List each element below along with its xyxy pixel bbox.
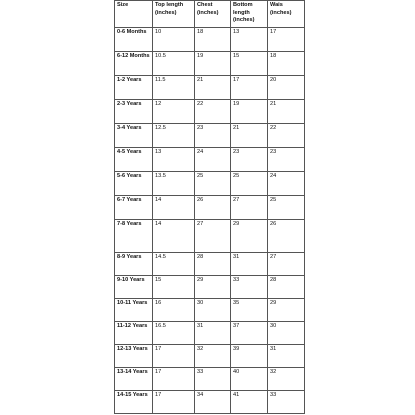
cell-size: 6-12 Months	[115, 52, 153, 76]
cell-chest: 28	[195, 253, 231, 276]
cell-chest: 24	[195, 148, 231, 172]
cell-size: 11-12 Years	[115, 322, 153, 345]
table-row	[115, 124, 305, 148]
cell-waist: 20	[268, 76, 305, 100]
cell-chest: 27	[195, 220, 231, 253]
table-row	[115, 28, 305, 52]
header-waist: Wais (inches)	[268, 1, 305, 28]
cell-size: 2-3 Years	[115, 100, 153, 124]
cell-waist: 30	[268, 322, 305, 345]
cell-size: 4-5 Years	[115, 148, 153, 172]
cell-top-length: 14	[153, 220, 195, 253]
header-size: Size	[115, 1, 153, 28]
size-chart-table	[114, 0, 305, 414]
cell-bottom-length: 25	[231, 172, 268, 196]
cell-top-length: 14.5	[153, 253, 195, 276]
cell-chest: 19	[195, 52, 231, 76]
cell-bottom-length: 41	[231, 391, 268, 414]
cell-top-length: 12.5	[153, 124, 195, 148]
table-row	[115, 391, 305, 414]
cell-waist: 27	[268, 253, 305, 276]
cell-bottom-length: 31	[231, 253, 268, 276]
table-row	[115, 100, 305, 124]
cell-chest: 33	[195, 368, 231, 391]
table-row	[115, 299, 305, 322]
table-row	[115, 52, 305, 76]
cell-chest: 26	[195, 196, 231, 220]
cell-bottom-length: 39	[231, 345, 268, 368]
cell-waist: 29	[268, 299, 305, 322]
cell-top-length: 16.5	[153, 322, 195, 345]
cell-top-length: 17	[153, 368, 195, 391]
cell-bottom-length: 15	[231, 52, 268, 76]
cell-size: 5-6 Years	[115, 172, 153, 196]
cell-chest: 30	[195, 299, 231, 322]
cell-size: 12-13 Years	[115, 345, 153, 368]
cell-waist: 25	[268, 196, 305, 220]
cell-chest: 23	[195, 124, 231, 148]
cell-size: 10-11 Years	[115, 299, 153, 322]
cell-waist: 21	[268, 100, 305, 124]
cell-top-length: 12	[153, 100, 195, 124]
table-row	[115, 276, 305, 299]
cell-size: 7-8 Years	[115, 220, 153, 253]
cell-top-length: 17	[153, 391, 195, 414]
cell-waist: 17	[268, 28, 305, 52]
cell-bottom-length: 40	[231, 368, 268, 391]
header-bottom-length: Bottom length (inches)	[231, 1, 268, 28]
cell-top-length: 13	[153, 148, 195, 172]
cell-waist: 24	[268, 172, 305, 196]
cell-chest: 29	[195, 276, 231, 299]
table-row	[115, 220, 305, 253]
cell-size: 0-6 Months	[115, 28, 153, 52]
cell-top-length: 15	[153, 276, 195, 299]
table-row	[115, 253, 305, 276]
cell-bottom-length: 23	[231, 148, 268, 172]
cell-size: 8-9 Years	[115, 253, 153, 276]
cell-top-length: 16	[153, 299, 195, 322]
cell-size: 3-4 Years	[115, 124, 153, 148]
cell-bottom-length: 21	[231, 124, 268, 148]
cell-waist: 32	[268, 368, 305, 391]
header-row	[115, 1, 305, 28]
table-row	[115, 76, 305, 100]
cell-top-length: 10.5	[153, 52, 195, 76]
cell-waist: 33	[268, 391, 305, 414]
table-row	[115, 196, 305, 220]
cell-bottom-length: 17	[231, 76, 268, 100]
cell-waist: 26	[268, 220, 305, 253]
header-top-length: Top length (inches)	[153, 1, 195, 28]
cell-chest: 34	[195, 391, 231, 414]
cell-bottom-length: 29	[231, 220, 268, 253]
cell-chest: 21	[195, 76, 231, 100]
cell-size: 6-7 Years	[115, 196, 153, 220]
cell-bottom-length: 27	[231, 196, 268, 220]
table-row	[115, 345, 305, 368]
cell-waist: 31	[268, 345, 305, 368]
cell-waist: 28	[268, 276, 305, 299]
cell-chest: 32	[195, 345, 231, 368]
cell-chest: 22	[195, 100, 231, 124]
cell-top-length: 17	[153, 345, 195, 368]
cell-bottom-length: 35	[231, 299, 268, 322]
cell-size: 9-10 Years	[115, 276, 153, 299]
cell-bottom-length: 13	[231, 28, 268, 52]
cell-waist: 22	[268, 124, 305, 148]
cell-waist: 23	[268, 148, 305, 172]
cell-size: 13-14 Years	[115, 368, 153, 391]
cell-chest: 31	[195, 322, 231, 345]
table-row	[115, 148, 305, 172]
cell-top-length: 13.5	[153, 172, 195, 196]
cell-waist: 18	[268, 52, 305, 76]
header-chest: Chest (inches)	[195, 1, 231, 28]
cell-bottom-length: 33	[231, 276, 268, 299]
cell-top-length: 11.5	[153, 76, 195, 100]
table-row	[115, 172, 305, 196]
table-row	[115, 368, 305, 391]
table-row	[115, 322, 305, 345]
cell-top-length: 14	[153, 196, 195, 220]
cell-chest: 25	[195, 172, 231, 196]
cell-size: 14-15 Years	[115, 391, 153, 414]
cell-bottom-length: 37	[231, 322, 268, 345]
cell-top-length: 10	[153, 28, 195, 52]
cell-bottom-length: 19	[231, 100, 268, 124]
cell-size: 1-2 Years	[115, 76, 153, 100]
cell-chest: 18	[195, 28, 231, 52]
